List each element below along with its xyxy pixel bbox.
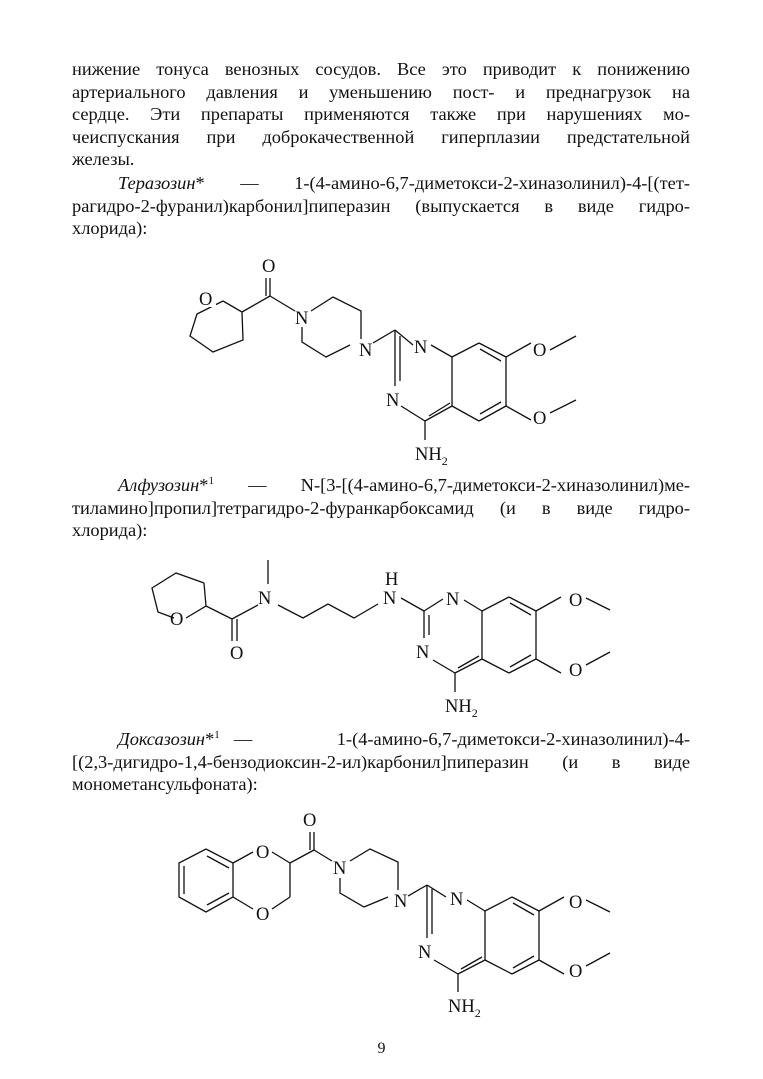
drug-mark: * — [199, 475, 209, 495]
text-line: монометансульфоната): — [72, 774, 258, 795]
oxygen-atom: O — [256, 843, 270, 863]
bond — [539, 960, 564, 974]
oxygen-atom: O — [230, 644, 244, 664]
drug-mark: * — [205, 729, 215, 749]
nitrogen-atom: N — [416, 643, 430, 663]
oxygen-atom: O — [533, 341, 547, 361]
nitrogen-atom: N — [359, 341, 373, 361]
bond — [539, 897, 564, 911]
oxygen-atom: O — [569, 591, 583, 611]
nitrogen-atom: N — [295, 309, 309, 329]
hydrogen-atom: H — [385, 570, 399, 590]
text-line: [(2,3-дигидро-1,4-бензодиоксин-2-ил)карбонил]пиперазин (и в виде — [72, 751, 690, 772]
bond — [427, 885, 446, 897]
bond — [467, 900, 485, 911]
oxygen-atom: O — [262, 257, 276, 277]
text-line: хлорида): — [72, 218, 148, 239]
text-line: хлорида): — [72, 520, 148, 541]
bond — [314, 850, 332, 861]
text-line: — N-[3-[(4-амино-6,7-диметокси-2-хиназолинил)ме- — [213, 475, 690, 495]
drug-name: Алфузозин — [118, 475, 200, 495]
oxygen-atom: O — [569, 893, 583, 913]
bond — [233, 852, 253, 863]
bond — [272, 897, 290, 909]
bond — [272, 852, 290, 863]
bond — [207, 893, 229, 905]
text-line: — 1-(4-амино-6,7-диметокси-2-хиназолинил)-4-[(тет- — [204, 173, 690, 193]
bond — [290, 850, 314, 863]
text-line: — 1-(4-амино-6,7-диметокси-2-хиназолинил)-4- — [219, 729, 690, 749]
nitrogen-atom: N — [394, 892, 408, 912]
bond — [179, 849, 233, 912]
bond — [485, 897, 512, 911]
nitrogen-atom: N — [258, 589, 272, 609]
bond — [513, 903, 534, 915]
text-line: тиламино]пропил]тетрагидро-2-фуранкарбоксамид (и в виде гидро- — [72, 497, 690, 518]
bond — [513, 956, 534, 968]
bond — [207, 856, 229, 868]
drug-mark: * — [195, 173, 205, 193]
bond — [586, 953, 610, 966]
oxygen-atom: O — [303, 811, 317, 831]
bond — [586, 900, 610, 912]
drug-name: Доксазозин — [118, 729, 206, 749]
oxygen-atom: O — [170, 610, 184, 630]
page-number: 9 — [377, 1040, 386, 1057]
nitrogen-atom: N — [333, 859, 347, 879]
bond — [340, 878, 388, 907]
oxygen-atom: O — [569, 962, 583, 982]
text-line: рагидро-2-фуранил)карбонил]пиперазин (выпускается в виде гидро- — [72, 195, 690, 216]
nitrogen-atom: N — [414, 338, 428, 358]
oxygen-atom: O — [533, 409, 547, 429]
drug-name: Теразозин — [118, 173, 196, 193]
text-line: сердце. Эти препараты применяются также при нарушениях мо- — [72, 104, 690, 125]
oxygen-atom: O — [569, 661, 583, 681]
amino-group: $NH_2$ — [445, 697, 478, 720]
nitrogen-atom: N — [386, 391, 400, 411]
oxygen-atom: O — [256, 905, 270, 925]
footnote-ref: 1 — [214, 728, 220, 741]
nitrogen-atom: N — [446, 590, 460, 610]
amino-group: $NH_2$ — [415, 445, 448, 468]
bond — [458, 960, 485, 974]
oxygen-atom: O — [199, 290, 213, 310]
bond — [350, 849, 398, 890]
bond — [233, 897, 253, 909]
bond — [408, 885, 427, 896]
text-line: артериального давления и уменьшению пост- и преднагрузок на — [72, 81, 690, 102]
text-line: нижение тонуса венозных сосудов. Все это приводит к понижению — [72, 59, 690, 79]
nitrogen-atom: N — [383, 589, 397, 609]
footnote-ref: 1 — [208, 474, 214, 487]
bond — [434, 960, 458, 974]
bond — [485, 960, 512, 974]
text-line: железы. — [72, 149, 135, 170]
amino-group: $NH_2$ — [448, 997, 481, 1020]
nitrogen-atom: N — [450, 890, 464, 910]
text-line: чеиспускания при доброкачественной гиперплазии предстательной — [72, 126, 690, 147]
nitrogen-atom: N — [418, 943, 432, 963]
